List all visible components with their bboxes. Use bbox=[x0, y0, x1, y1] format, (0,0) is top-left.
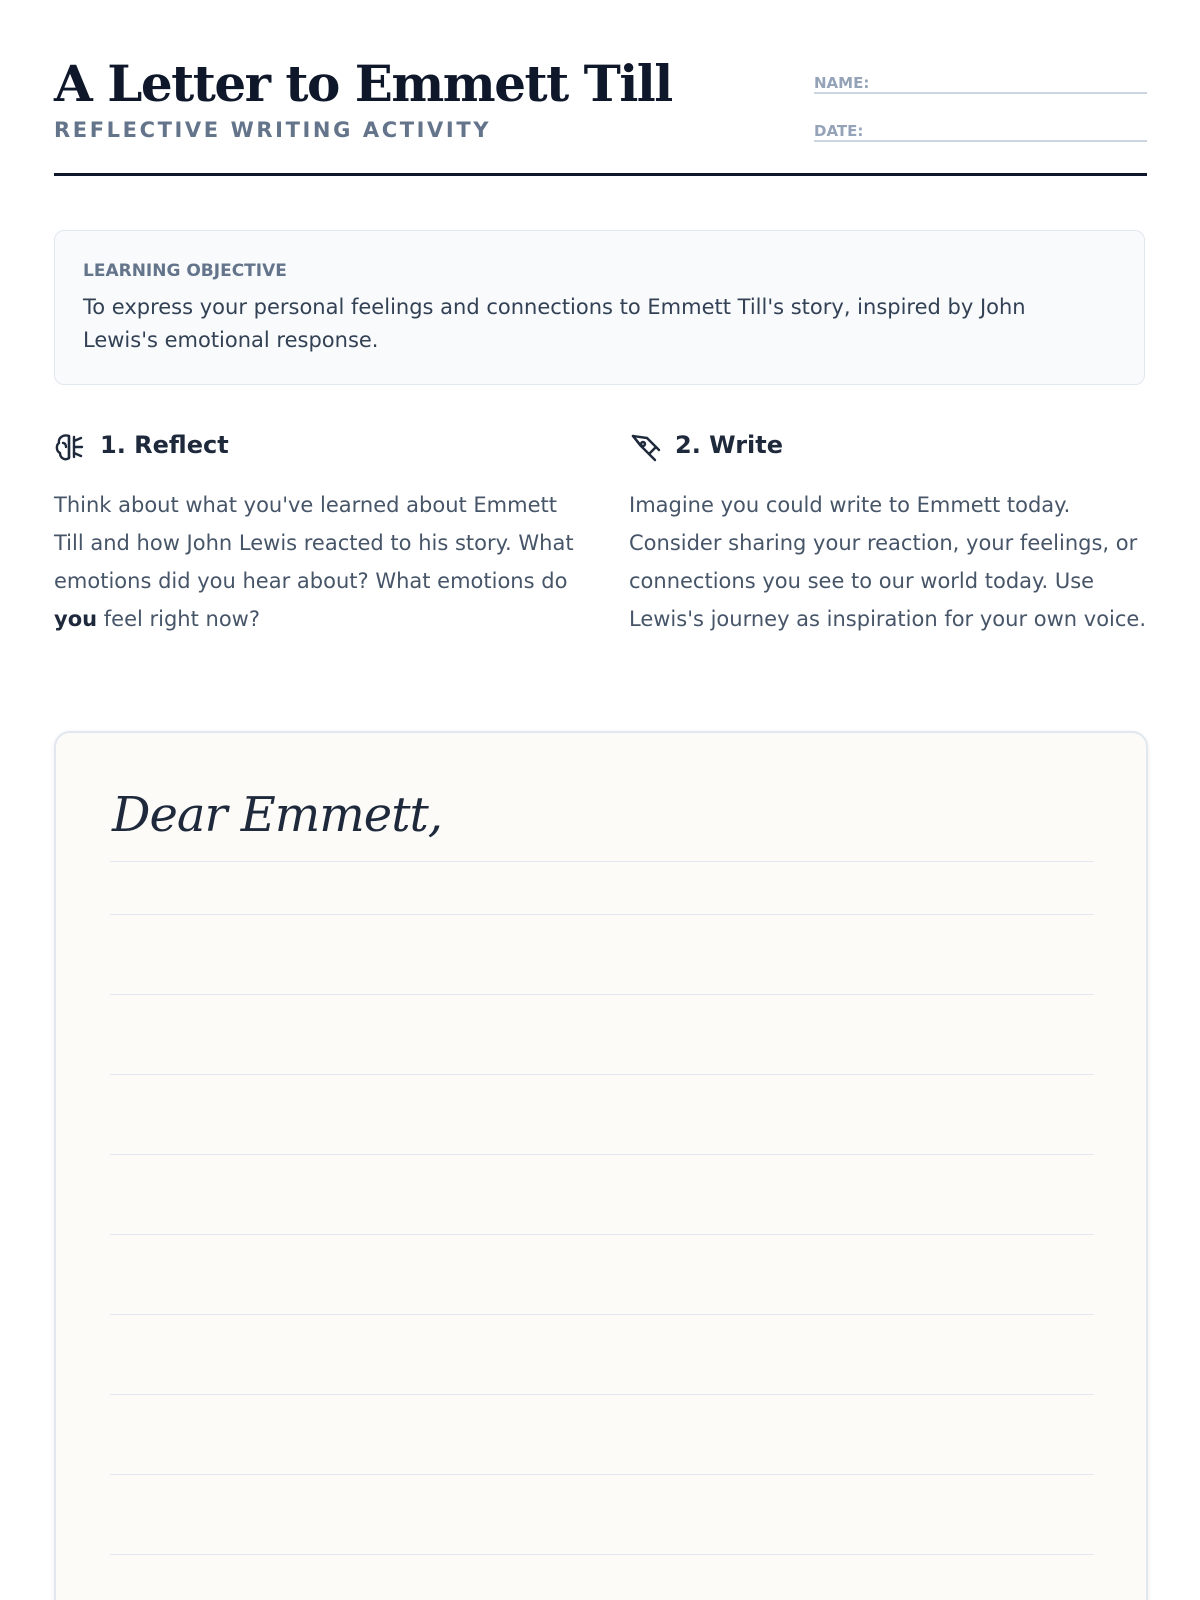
objective-label: LEARNING OBJECTIVE bbox=[83, 261, 287, 281]
letter-writing-area[interactable] bbox=[54, 731, 1148, 1600]
writing-line bbox=[110, 914, 1094, 915]
page-title: A Letter to Emmett Till bbox=[54, 54, 672, 113]
date-field[interactable] bbox=[814, 112, 1147, 142]
reflect-step bbox=[54, 427, 574, 631]
writing-line bbox=[110, 994, 1094, 995]
writing-line bbox=[110, 1474, 1094, 1475]
objective-text: To express your personal feelings and connections to Emmett Till's story, inspired by John Lewis's emotional response. bbox=[83, 295, 1026, 352]
write-step bbox=[629, 427, 1149, 631]
pen-nib-icon bbox=[629, 431, 661, 463]
write-text: Imagine you could write to Emmett today. Consider sharing your reaction, your feelings, or connections you see to our world today. Use Lewis's journey as inspiration for your own voice. bbox=[629, 493, 1147, 631]
reflect-text-end: feel right now? bbox=[97, 607, 260, 631]
reflect-text-start: Think about what you've learned about Emmett Till and how John Lewis reacted to his story. What emotions did you hear about? What emotions do bbox=[54, 493, 574, 593]
writing-line bbox=[110, 1394, 1094, 1395]
name-field[interactable] bbox=[814, 64, 1147, 94]
writing-line bbox=[110, 1314, 1094, 1315]
writing-line bbox=[110, 861, 1094, 862]
writing-line bbox=[110, 1554, 1094, 1555]
page-subtitle: REFLECTIVE WRITING ACTIVITY bbox=[54, 118, 492, 142]
writing-line bbox=[110, 1234, 1094, 1235]
reflect-emphasis: you bbox=[54, 607, 98, 631]
header-divider bbox=[54, 173, 1147, 176]
letter-salutation: Dear Emmett, bbox=[112, 787, 443, 843]
write-title: 2. Write bbox=[675, 431, 784, 459]
writing-line bbox=[110, 1154, 1094, 1155]
brain-icon bbox=[54, 431, 86, 463]
reflect-title: 1. Reflect bbox=[100, 431, 229, 459]
writing-line bbox=[110, 1074, 1094, 1075]
worksheet-header bbox=[54, 48, 1147, 176]
reflect-text bbox=[54, 486, 574, 638]
date-label: DATE: bbox=[814, 122, 864, 140]
name-label: NAME: bbox=[814, 74, 870, 92]
learning-objective-box bbox=[54, 230, 1145, 385]
